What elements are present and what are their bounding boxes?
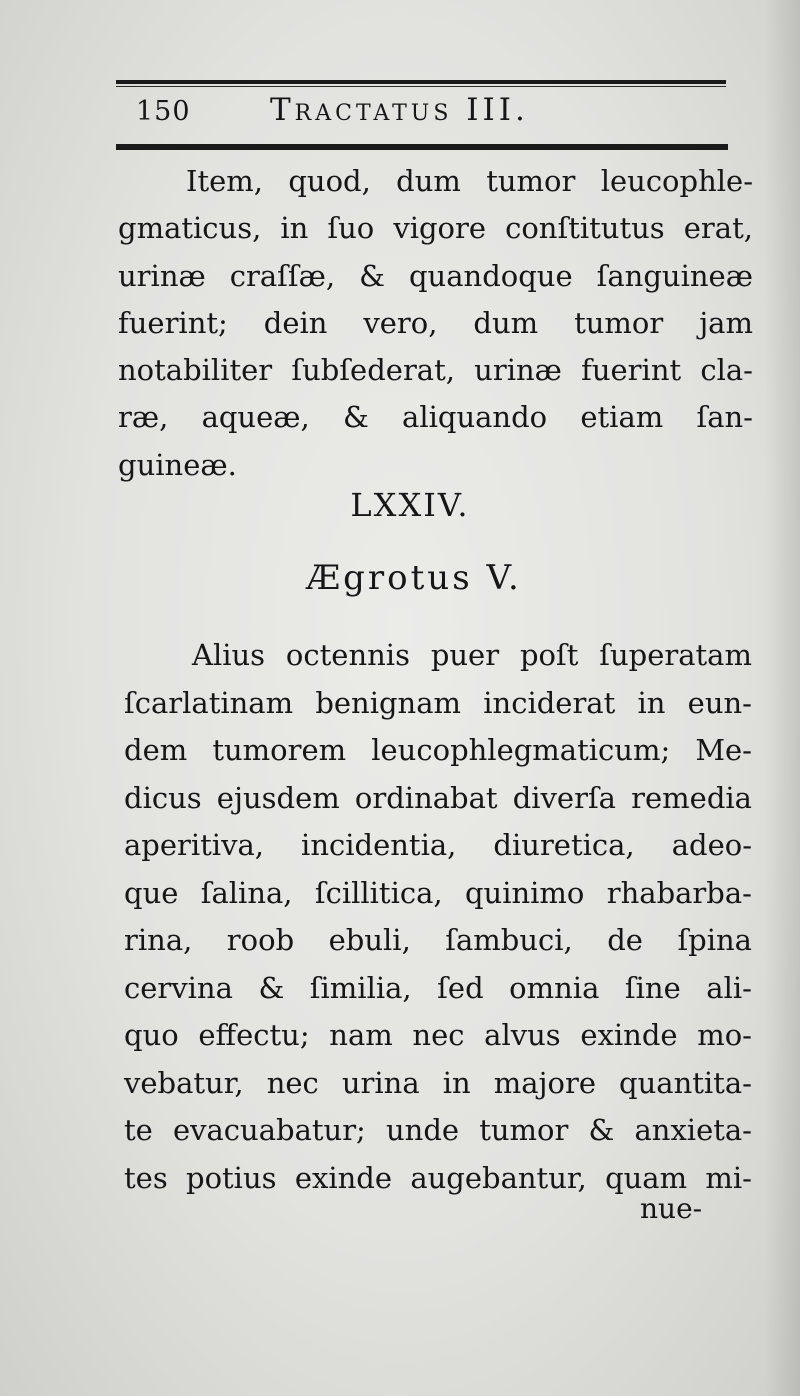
word: exinde [580, 1018, 678, 1052]
word: majore [493, 1065, 596, 1100]
word: ſalina, [200, 875, 293, 910]
word: in [637, 685, 666, 720]
word: leucophle- [600, 164, 753, 198]
word: quandoque [408, 258, 573, 293]
word: jam [699, 305, 753, 340]
text-line [124, 632, 752, 680]
text-line [124, 1107, 752, 1155]
catchword: nue- [640, 1192, 703, 1225]
word: vero, [363, 305, 438, 340]
word: fuerint [581, 353, 682, 388]
word: puer [430, 638, 500, 672]
word: ſed [437, 970, 484, 1005]
text-line [118, 394, 753, 441]
word: tumor [479, 1113, 569, 1147]
word: evacuabatur; [172, 1113, 366, 1147]
text-line [124, 870, 752, 918]
word: cla- [700, 353, 753, 388]
word: quod, [288, 164, 371, 198]
word: ræ, [118, 400, 169, 435]
word: vebatur, [124, 1065, 244, 1100]
word: omnia [509, 970, 600, 1005]
word: ſimilia, [309, 970, 412, 1005]
word: ſanguineæ [596, 258, 753, 293]
text-line [124, 1012, 752, 1060]
word: ſcarlatinam [124, 685, 294, 720]
word: Item, [186, 164, 263, 198]
word: quantita- [619, 1065, 752, 1100]
word: ſine [624, 970, 681, 1005]
word: aqueæ, [201, 400, 310, 435]
section-title: Ægrotus V. [306, 558, 522, 598]
word: ebuli, [328, 923, 411, 957]
word: ſambuci, [445, 923, 573, 957]
word: aliquando [402, 400, 548, 435]
word: tumor [574, 305, 664, 340]
word: potius [186, 1160, 277, 1195]
word: urinæ [474, 353, 562, 388]
word: de [607, 923, 643, 957]
word: & [588, 1113, 615, 1147]
word: roob [226, 923, 295, 957]
word: quinimo [464, 875, 585, 910]
word: mo- [697, 1018, 752, 1052]
header-rule-top-thin [116, 86, 726, 87]
word: ſuperatam [599, 638, 752, 672]
word: benignam [315, 685, 462, 720]
text-line [118, 158, 753, 205]
word: urina [341, 1065, 420, 1100]
word: remedia [631, 780, 752, 815]
page-number: 150 [136, 96, 191, 127]
word: ordinabat [354, 780, 498, 815]
word: vigore [393, 211, 487, 246]
word: Me- [695, 733, 752, 767]
section-number: LXXIV. [350, 486, 470, 524]
word: octennis [285, 638, 410, 672]
word: inciderat [483, 685, 616, 720]
word: effectu; [198, 1018, 310, 1052]
word: dem [124, 733, 188, 767]
running-header [122, 92, 732, 134]
word: nec [266, 1065, 319, 1100]
word: dum [396, 164, 461, 198]
word: gmaticus, [118, 211, 262, 246]
word: diuretica, [493, 828, 635, 862]
text-line [124, 727, 752, 775]
word: cervina [124, 970, 233, 1005]
word: dein [263, 305, 328, 340]
text-line [124, 680, 752, 728]
word: craſſæ, [229, 258, 336, 293]
page-edge-shadow [764, 0, 800, 1396]
word: rina, [124, 923, 193, 957]
word: incidentia, [301, 828, 457, 862]
word: ſubſederat, [291, 353, 455, 388]
word: exinde [294, 1160, 393, 1195]
text-line [124, 775, 752, 823]
word: in [442, 1065, 471, 1100]
word: alvus [484, 1018, 561, 1052]
word: conſtitutus [505, 211, 665, 246]
word: ejusdem [216, 780, 340, 815]
text-line [124, 965, 752, 1013]
word: in [280, 211, 309, 246]
word: mi- [705, 1160, 752, 1195]
word: erat, [683, 211, 753, 246]
word: augebantur, [410, 1160, 587, 1195]
word: quo [124, 1018, 179, 1052]
word: & [359, 258, 385, 293]
word: & [258, 970, 285, 1005]
word: rhabarba- [606, 875, 752, 910]
word: fuerint; [118, 305, 228, 340]
word: ſpina [677, 923, 752, 957]
header-rule-top [116, 80, 726, 84]
text-line [118, 253, 753, 300]
word: notabiliter [118, 353, 273, 388]
word: tes [124, 1160, 168, 1195]
word: ſcillitica, [314, 875, 443, 910]
word: urinæ [118, 258, 206, 293]
word: Alius [192, 638, 266, 672]
text-line [124, 1060, 752, 1108]
word: & [342, 400, 369, 435]
word: leucophlegmaticum; [371, 733, 671, 767]
word: quam [605, 1160, 688, 1195]
word: nam [329, 1018, 393, 1052]
word: que [124, 875, 179, 910]
word: diverſa [512, 780, 616, 815]
word: unde [385, 1113, 460, 1147]
text-line: guineæ. [118, 447, 237, 482]
word: ſan- [696, 400, 753, 435]
word: tumorem [212, 733, 347, 767]
paragraph-1 [118, 158, 753, 489]
running-title: Tractatus III. [270, 92, 529, 128]
word: anxieta- [634, 1113, 752, 1147]
word: poſt [519, 638, 579, 672]
paragraph-2 [124, 632, 752, 1202]
word: etiam [580, 400, 664, 435]
word: ali- [706, 970, 752, 1005]
word: aperitiva, [124, 828, 264, 862]
header-rule-bottom [116, 144, 728, 150]
word: eun- [687, 685, 752, 720]
text-line [118, 347, 753, 394]
text-line [124, 822, 752, 870]
word: nec [412, 1018, 465, 1052]
word: tumor [486, 164, 576, 198]
word: te [124, 1113, 153, 1147]
word: ſuo [327, 211, 375, 246]
word: adeo- [671, 828, 752, 862]
text-line [118, 300, 753, 347]
word: dum [473, 305, 539, 340]
text-line [124, 917, 752, 965]
word: dicus [124, 780, 202, 815]
text-line [118, 205, 753, 252]
